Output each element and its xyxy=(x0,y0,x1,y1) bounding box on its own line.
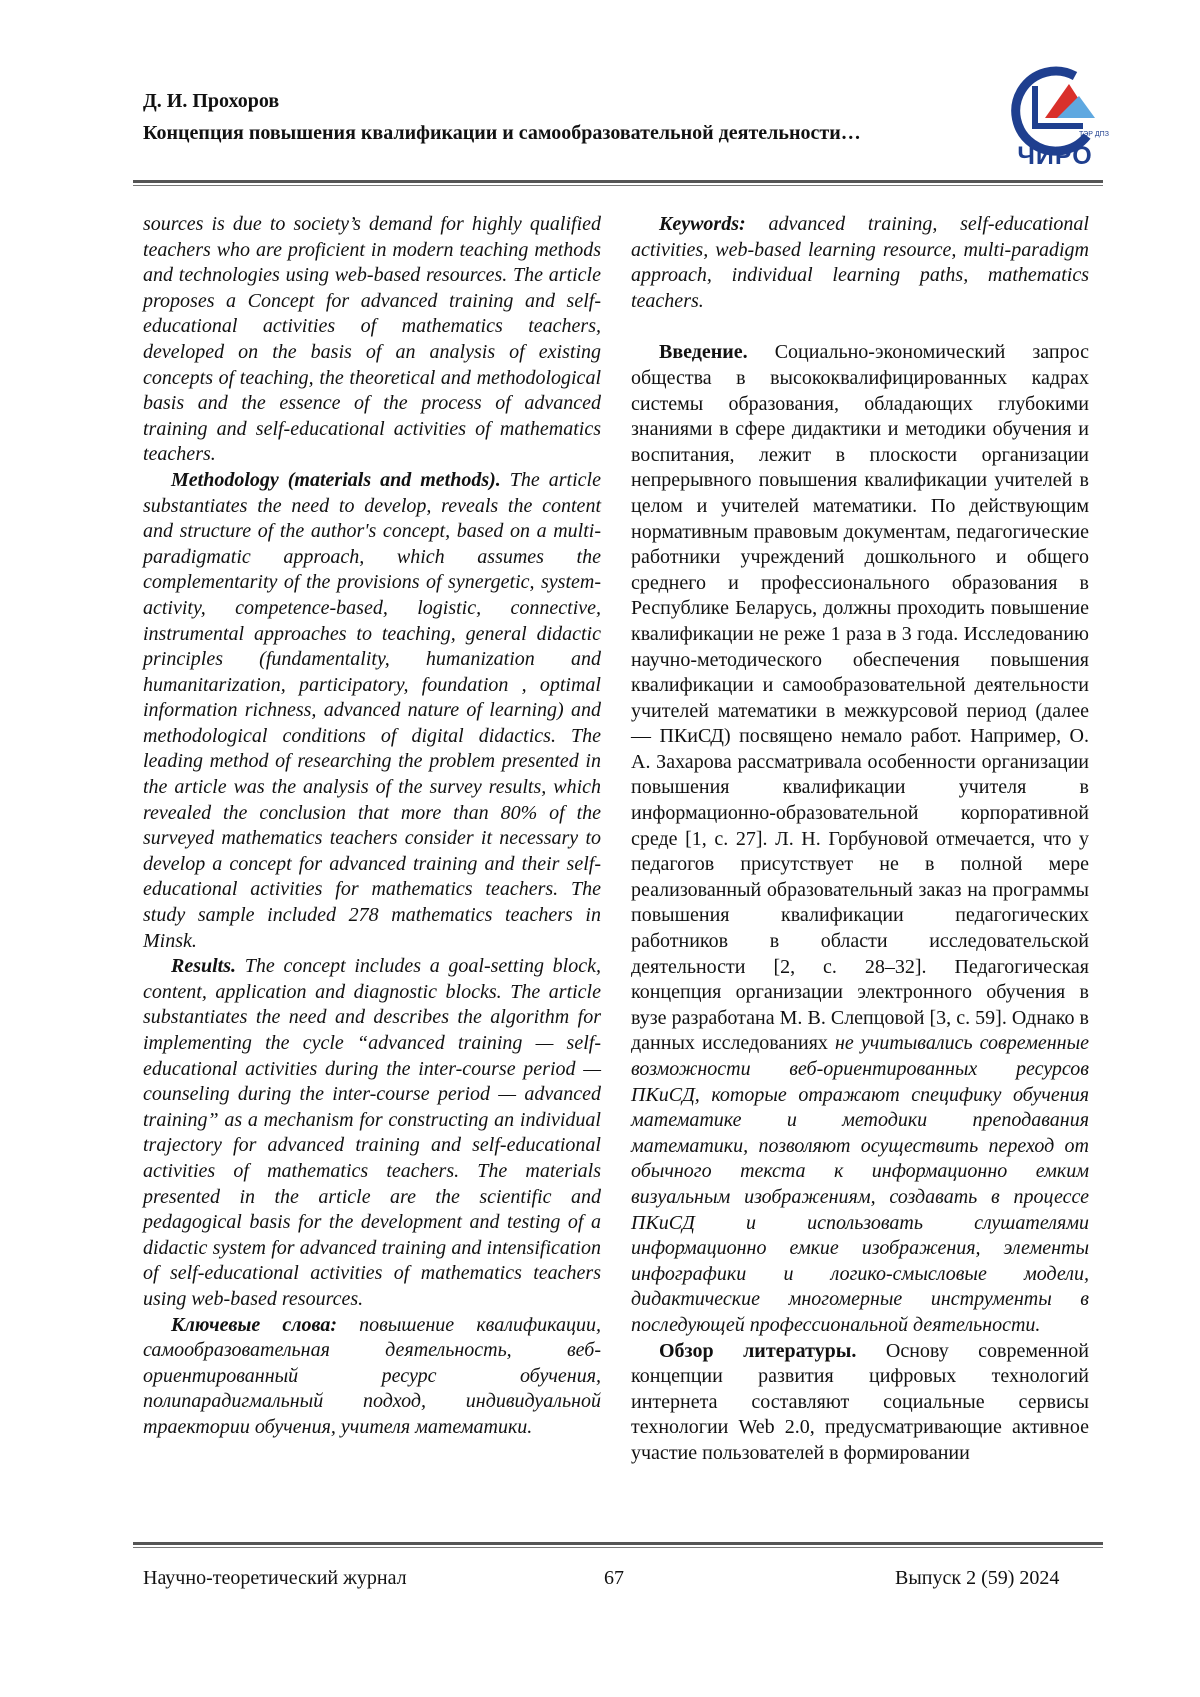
left-column xyxy=(143,212,601,1441)
methodology-label: Methodology (materials and methods). xyxy=(171,468,501,491)
keywords-ru-paragraph xyxy=(143,1313,601,1441)
abstract-tail: sources is due to society’s demand for highly qualified teachers who are proficient in modern teaching methods and technologies using web-based resources. The article proposes a Concept for advanced training and self-educational activities of mathematics teachers, developed on the basis of an analysis of existing concepts of teaching, the theoretical and methodological basis and the essence of the process of advanced training and self-educational activities of mathematics teachers. xyxy=(143,213,601,466)
header-author: Д. И. Прохоров xyxy=(143,90,280,112)
header-rule-thin xyxy=(133,185,1103,186)
results-label: Results. xyxy=(171,955,237,978)
logo-subtext: ТЭР ДПЗ xyxy=(1079,131,1109,138)
keywords-en-paragraph xyxy=(631,212,1089,314)
right-column xyxy=(631,212,1089,1467)
section-gap xyxy=(631,314,1089,340)
footer-rule-thin xyxy=(133,1547,1103,1548)
results-text: The concept includes a goal-setting block, content, application and diagnostic blocks. The article substantiates the need and describes the algorithm for implementing the cycle “advanced training — self-educational activities during the inter-course period — counseling during the inter-course period — advanced training” as a mechanism for constructing an individual trajectory for advanced training and self-educational activities of mathematics teachers. The materials presented in the article are the scientific and pedagogical basis for the development and testing of a didactic system for advanced training and intensification of self-educational activities of mathematics teachers using web-based resources. xyxy=(143,955,601,1310)
header-rule xyxy=(133,180,1103,183)
introduction-italic-text: не учитывались современные возможности веб-ориентированных ресурсов ПКиСД, которые отражают специфику обучения математике и методики преподавания математики, позволяют осуществить переход от обычного текста к информационно емким визуальным изображениям, создавать в процессе ПКиСД и использовать слушателями информационно емкие изображения, элементы инфографики и логико-смысловые модели, дидактические многомерные инструменты в последующей профессиональной деятельности. xyxy=(631,1032,1089,1336)
keywords-ru-text: повышение квалификации, самообразовательная деятельность, веб-ориентированный ресурс обучения, полипарадигмальный подход, индивидуальной траектории обучения, учителя математики. xyxy=(143,1313,602,1438)
footer-issue: Выпуск 2 (59) 2024 xyxy=(895,1567,1060,1589)
introduction-paragraph xyxy=(631,340,1089,1338)
keywords-ru-label: Ключевые слова: xyxy=(171,1313,337,1336)
footer-rule xyxy=(133,1542,1103,1545)
introduction-text: Социально-экономический запрос общества в высококвалифицированных кадрах системы образования, обладающих глубокими знаниями в сфере дидактики и методики обучения и воспитания, лежит в плоскости организации непрерывного повышения квалификации учителей в целом и учителей математики. По действующим нормативным правовым документам, педагогические работники учреждений дошкольного и общего среднего и профессионального образования в Республике Беларусь, должны проходить повышение квалификации не реже 1 раза в 3 года. Исследованию научно-методического обеспечения повышения квалификации и самообразовательной деятельности учителей математики в межкурсовой период (далее — ПКиСД) посвящено немало работ. Например, О. А. Захарова рассматривала особенности организации повышения квалификации учителя в информационно-образовательной корпоративной среде [1, с. 27]. Л. Н. Горбуновой отмечается, что у педагогов присутствует не в полной мере реализованный образовательный заказ на программы повышения квалификации педагогических работников в области исследовательской деятельности [2, с. 28–32]. Педагогическая концепция организации электронного обучения в вузе разработана М. В. Слепцовой [3, с. 59]. Однако в данных исследованиях xyxy=(631,341,1089,1055)
literature-review-text: Основу современной концепции развития цифровых технологий интернета составляют социальные сервисы технологии Web 2.0, предусматривающие активное участие пользователей в формировании xyxy=(631,1339,1090,1464)
header-article-title: Концепция повышения квалификации и самообразовательной деятельности… xyxy=(143,122,861,144)
running-header xyxy=(143,88,1023,146)
literature-review-paragraph xyxy=(631,1339,1089,1467)
keywords-en-label: Keywords: xyxy=(659,213,746,235)
keywords-en-text: advanced training, self-educational activities, web-based learning resource, multi-paradigm approach, individual learning paths, mathematics teachers. xyxy=(631,213,1089,312)
methodology-text: The article substantiates the need to develop, reveals the content and structure of the author's concept, based on a multi-paradigmatic approach, which assumes the complementarity of the provisions of synergetic, system-activity, competence-based, logistic, connective, instrumental approaches to teaching, general didactic principles (fundamentality, humanization and humanitarization, participatory, foundation , optimal information richness, advanced nature of learning) and methodological conditions of digital didactics. The leading method of researching the problem presented in the article was the analysis of the survey results, which revealed the conclusion that more than 80% of the surveyed mathematics teachers consider it necessary to develop a concept for advanced training and their self-educational activities for mathematics teachers. The study sample included 278 mathematics teachers in Minsk. xyxy=(143,468,601,952)
introduction-label: Введение. xyxy=(659,341,748,364)
footer-journal: Научно-теоретический журнал xyxy=(143,1567,407,1589)
page-number: 67 xyxy=(604,1567,624,1589)
results-paragraph xyxy=(143,954,601,1312)
logo-text: ЧИРО xyxy=(1017,142,1093,170)
literature-review-label: Обзор литературы. xyxy=(659,1339,857,1362)
methodology-paragraph xyxy=(143,468,601,954)
